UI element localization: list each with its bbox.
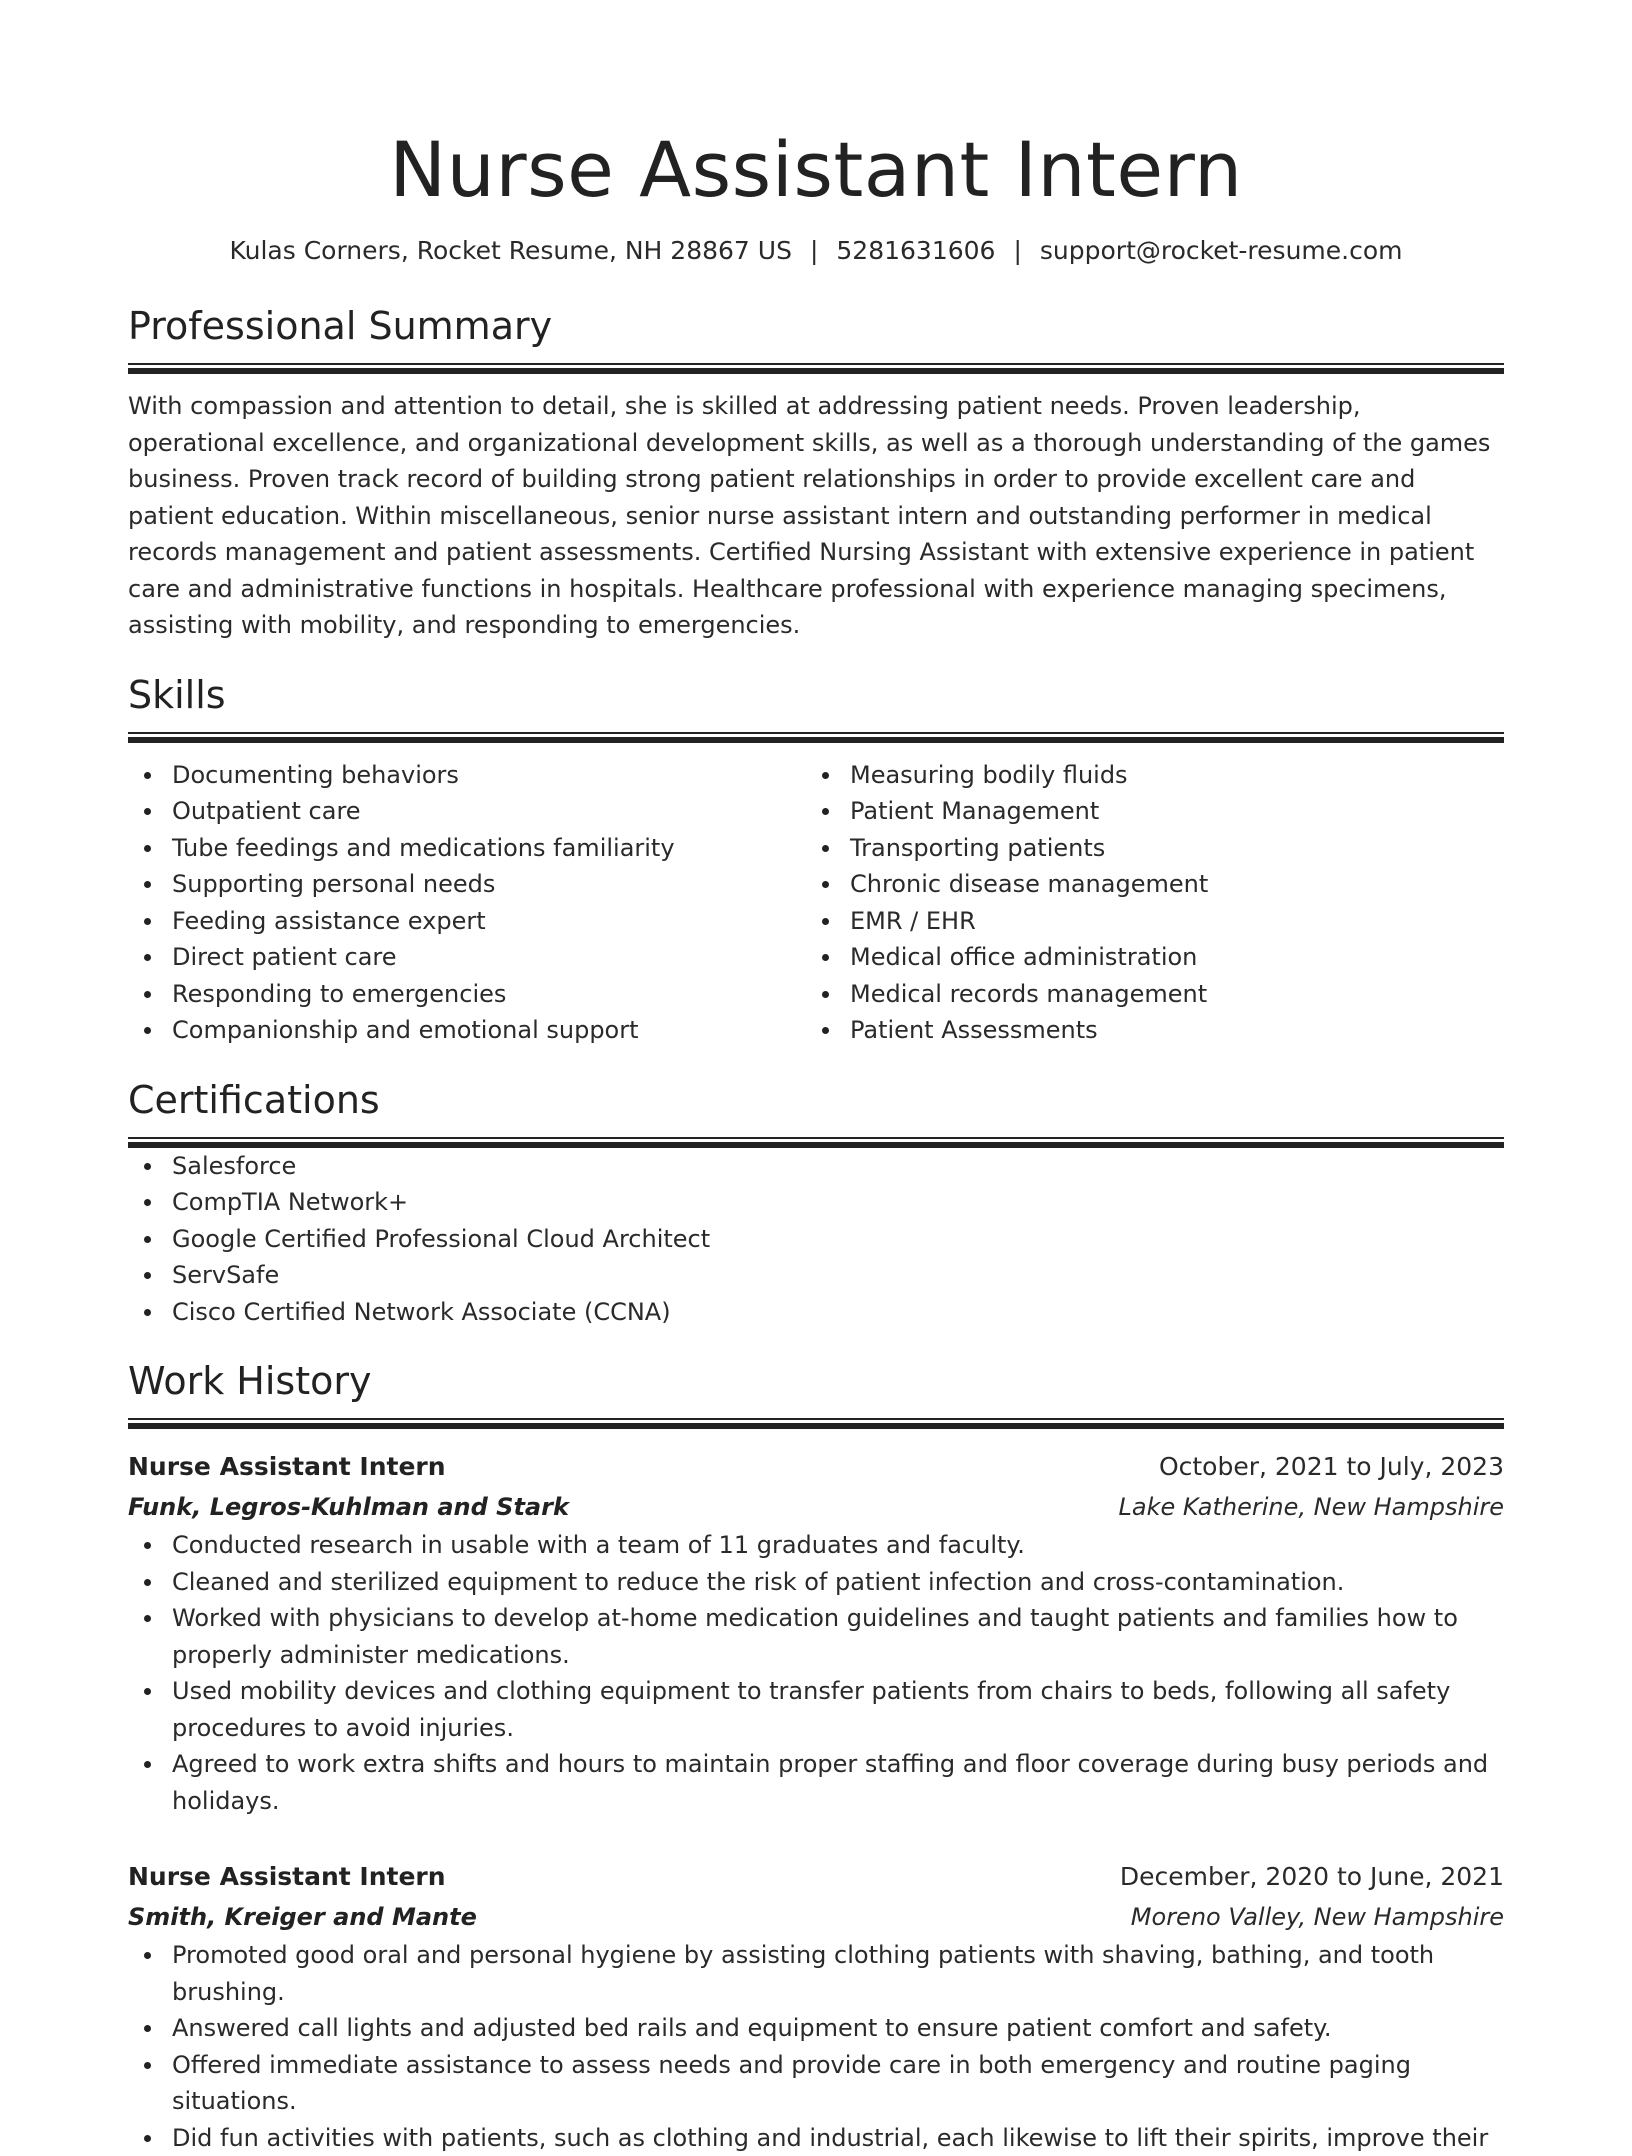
list-item: Salesforce (128, 1148, 1504, 1185)
list-item: EMR / EHR (806, 903, 1484, 940)
list-item: Outpatient care (128, 793, 806, 830)
list-item: Chronic disease management (806, 866, 1484, 903)
skills-column-right (806, 757, 1484, 1049)
section-title: Work History (128, 1356, 1504, 1406)
job-duties-list (128, 1937, 1504, 2156)
skills-column-left (128, 757, 806, 1049)
list-item: Feeding assistance expert (128, 903, 806, 940)
job-header-row (128, 1857, 1504, 1897)
skills-section (128, 670, 1504, 1049)
work-history-section (128, 1356, 1504, 2156)
job-company: Smith, Kreiger and Mante (128, 1897, 477, 1937)
job-title: Nurse Assistant Intern (128, 1447, 446, 1487)
skills-list-left (128, 757, 806, 1049)
list-item: Patient Management (806, 793, 1484, 830)
contact-separator: | (810, 234, 818, 268)
contact-email: support@rocket-resume.com (1040, 236, 1403, 265)
job-employer-row (128, 1487, 1504, 1527)
job-entry (128, 1857, 1504, 2156)
candidate-name: Nurse Assistant Intern (128, 118, 1504, 222)
contact-line (128, 234, 1504, 268)
list-item: Tube feedings and medications familiarity (128, 830, 806, 867)
section-title: Certifications (128, 1075, 1504, 1125)
list-item: ServSafe (128, 1257, 1504, 1294)
list-item: Worked with physicians to develop at-home medication guidelines and taught patients and families how to properly administer medications. (128, 1600, 1504, 1673)
section-divider (128, 732, 1504, 743)
list-item: Answered call lights and adjusted bed rails and equipment to ensure patient comfort and safety. (128, 2010, 1504, 2047)
job-dates: December, 2020 to June, 2021 (1120, 1857, 1504, 1897)
job-header-row (128, 1447, 1504, 1487)
job-location: Moreno Valley, New Hampshire (1131, 1897, 1504, 1937)
list-item: Transporting patients (806, 830, 1484, 867)
list-item: Google Certified Professional Cloud Architect (128, 1221, 1504, 1258)
list-item: Medical office administration (806, 939, 1484, 976)
list-item: Measuring bodily fluids (806, 757, 1484, 794)
list-item: Cisco Certified Network Associate (CCNA) (128, 1294, 1504, 1331)
section-divider (128, 1137, 1504, 1148)
list-item: Direct patient care (128, 939, 806, 976)
list-item: Patient Assessments (806, 1012, 1484, 1049)
section-divider (128, 363, 1504, 374)
contact-phone: 5281631606 (836, 236, 995, 265)
summary-section (128, 301, 1504, 644)
certifications-list (128, 1148, 1504, 1331)
section-title: Skills (128, 670, 1504, 720)
job-duties-list (128, 1527, 1504, 1819)
skills-list-right (806, 757, 1484, 1049)
list-item: Responding to emergencies (128, 976, 806, 1013)
list-item: Supporting personal needs (128, 866, 806, 903)
list-item: Did fun activities with patients, such as clothing and industrial, each likewise to lift their spirits, improve their (128, 2120, 1504, 2156)
contact-address: Kulas Corners, Rocket Resume, NH 28867 US (229, 236, 791, 265)
list-item: Cleaned and sterilized equipment to reduce the risk of patient infection and cross-contamination. (128, 1564, 1504, 1601)
list-item: CompTIA Network+ (128, 1184, 1504, 1221)
job-entry (128, 1447, 1504, 1819)
list-item: Used mobility devices and clothing equipment to transfer patients from chairs to beds, following all safety procedures to avoid injuries. (128, 1673, 1504, 1746)
job-title: Nurse Assistant Intern (128, 1857, 446, 1897)
list-item: Offered immediate assistance to assess needs and provide care in both emergency and routine paging situations. (128, 2047, 1504, 2120)
contact-separator: | (1013, 234, 1021, 268)
list-item: Conducted research in usable with a team of 11 graduates and faculty. (128, 1527, 1504, 1564)
section-title: Professional Summary (128, 301, 1504, 351)
list-item: Medical records management (806, 976, 1484, 1013)
list-item: Promoted good oral and personal hygiene by assisting clothing patients with shaving, bathing, and tooth brushing. (128, 1937, 1504, 2010)
job-employer-row (128, 1897, 1504, 1937)
list-item: Companionship and emotional support (128, 1012, 806, 1049)
job-location: Lake Katherine, New Hampshire (1119, 1487, 1504, 1527)
section-divider (128, 1418, 1504, 1429)
skills-columns (128, 757, 1504, 1049)
certifications-section (128, 1075, 1504, 1331)
resume-page (128, 0, 1504, 2156)
job-company: Funk, Legros-Kuhlman and Stark (128, 1487, 569, 1527)
summary-text: With compassion and attention to detail, she is skilled at addressing patient needs. Proven leadership, operational excellence, and organizational development skills, as well as a thorough understanding of the games business. Proven track record of building strong patient relationships in order to provide excellent care and patient education. Within miscellaneous, senior nurse assistant intern and outstanding performer in medical records management and patient assessments. Certified Nursing Assistant with extensive experience in patient care and administrative functions in hospitals. Healthcare professional with experience managing specimens, assisting with mobility, and responding to emergencies. (128, 388, 1504, 644)
list-item: Documenting behaviors (128, 757, 806, 794)
job-dates: October, 2021 to July, 2023 (1159, 1447, 1504, 1487)
list-item: Agreed to work extra shifts and hours to maintain proper staffing and floor coverage during busy periods and holidays. (128, 1746, 1504, 1819)
